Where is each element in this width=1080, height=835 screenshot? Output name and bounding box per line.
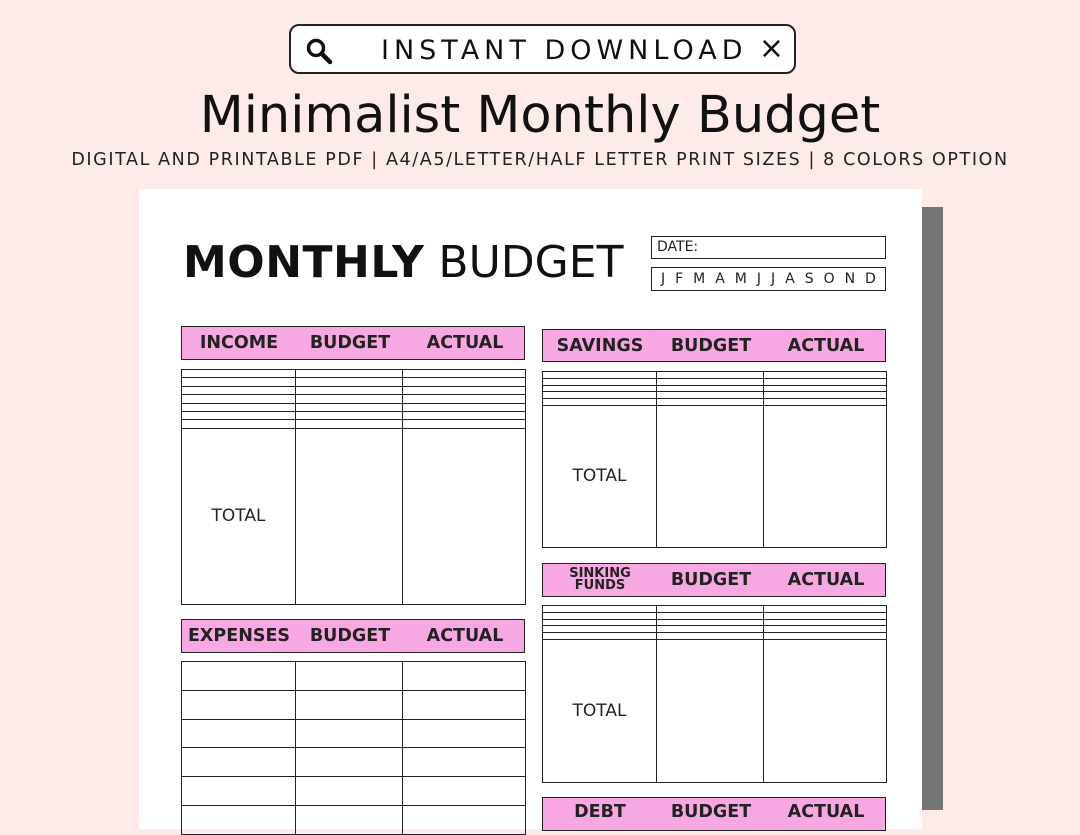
- table-row: [543, 385, 887, 392]
- income-total-label: TOTAL: [182, 428, 296, 604]
- savings-budget-label: BUDGET: [670, 335, 752, 356]
- sinking-funds-label: [569, 568, 631, 592]
- search-bar[interactable]: [289, 24, 796, 74]
- expenses-header: [181, 619, 525, 653]
- table-row: [543, 392, 887, 399]
- total-row: [543, 405, 887, 547]
- sheet-shadow: [922, 207, 943, 810]
- table-row: [543, 372, 887, 379]
- total-row: [543, 639, 887, 782]
- table-row: [182, 386, 526, 394]
- table-row: [182, 378, 526, 386]
- table-row: [182, 719, 526, 748]
- search-text[interactable]: INSTANT DOWNLOAD: [381, 35, 748, 66]
- search-icon[interactable]: [305, 37, 333, 65]
- table-row: [543, 633, 887, 640]
- sheet-title-bold: MONTHLY: [183, 237, 425, 288]
- income-table: [181, 369, 526, 605]
- month-letter: A: [785, 271, 795, 287]
- expenses-label: EXPENSES: [187, 626, 291, 646]
- month-letter: J: [771, 271, 776, 287]
- sinking-total-label: TOTAL: [543, 639, 657, 782]
- table-row: [182, 748, 526, 777]
- expenses-table: [181, 661, 526, 835]
- debt-budget-label: BUDGET: [670, 802, 752, 822]
- table-row: [182, 395, 526, 403]
- total-row: [182, 428, 526, 604]
- month-letter: M: [693, 271, 706, 287]
- sinking-budget-label: BUDGET: [670, 570, 752, 590]
- income-actual-label: ACTUAL: [426, 333, 504, 353]
- table-row: [543, 606, 887, 613]
- month-letter: J: [756, 271, 762, 287]
- debt-actual-label: ACTUAL: [787, 802, 865, 822]
- income-label: INCOME: [199, 333, 279, 353]
- savings-table: [542, 371, 887, 548]
- table-row: [543, 626, 887, 633]
- page-title: Minimalist Monthly Budget: [199, 86, 881, 145]
- month-letter: D: [865, 271, 876, 287]
- sinking-funds-table: [542, 605, 887, 783]
- budget-sheet: [139, 189, 922, 829]
- month-letter: O: [823, 271, 835, 287]
- table-row: [182, 403, 526, 411]
- month-letter: M: [734, 271, 747, 287]
- sinking-actual-label: ACTUAL: [787, 570, 865, 590]
- debt-label: DEBT: [574, 802, 626, 822]
- sinking-label-line2: FUNDS: [574, 578, 626, 593]
- table-row: [182, 777, 526, 806]
- table-row: [182, 690, 526, 719]
- month-selector: [651, 267, 886, 291]
- month-letter: J: [660, 271, 666, 287]
- month-letter: A: [715, 271, 725, 287]
- savings-label: SAVINGS: [556, 335, 644, 356]
- table-row: [182, 411, 526, 419]
- table-row: [182, 420, 526, 428]
- sheet-title-light: BUDGET: [438, 237, 624, 288]
- debt-header: [542, 797, 886, 831]
- income-header: [181, 326, 525, 360]
- table-row: [543, 378, 887, 385]
- expenses-actual-label: ACTUAL: [426, 626, 504, 646]
- sinking-funds-header: [542, 563, 886, 597]
- table-row: [182, 370, 526, 378]
- page-subtitle: DIGITAL AND PRINTABLE PDF | A4/A5/LETTER/HALF LETTER PRINT SIZES | 8 COLORS OPTION: [71, 150, 1009, 170]
- income-budget-label: BUDGET: [309, 333, 391, 353]
- table-row: [543, 399, 887, 406]
- month-letter: F: [675, 271, 684, 287]
- savings-total-label: TOTAL: [543, 405, 657, 547]
- table-row: [543, 612, 887, 619]
- date-field: DATE:: [651, 236, 886, 259]
- month-letter: N: [844, 271, 856, 287]
- savings-actual-label: ACTUAL: [787, 335, 865, 356]
- expenses-budget-label: BUDGET: [309, 626, 391, 646]
- table-row: [543, 619, 887, 626]
- sinking-label-line1: SINKING: [569, 566, 631, 581]
- table-row: [182, 662, 526, 691]
- close-icon[interactable]: ×: [758, 31, 784, 66]
- sheet-title: [183, 237, 623, 288]
- savings-header: [542, 329, 886, 362]
- month-letter: S: [804, 271, 814, 287]
